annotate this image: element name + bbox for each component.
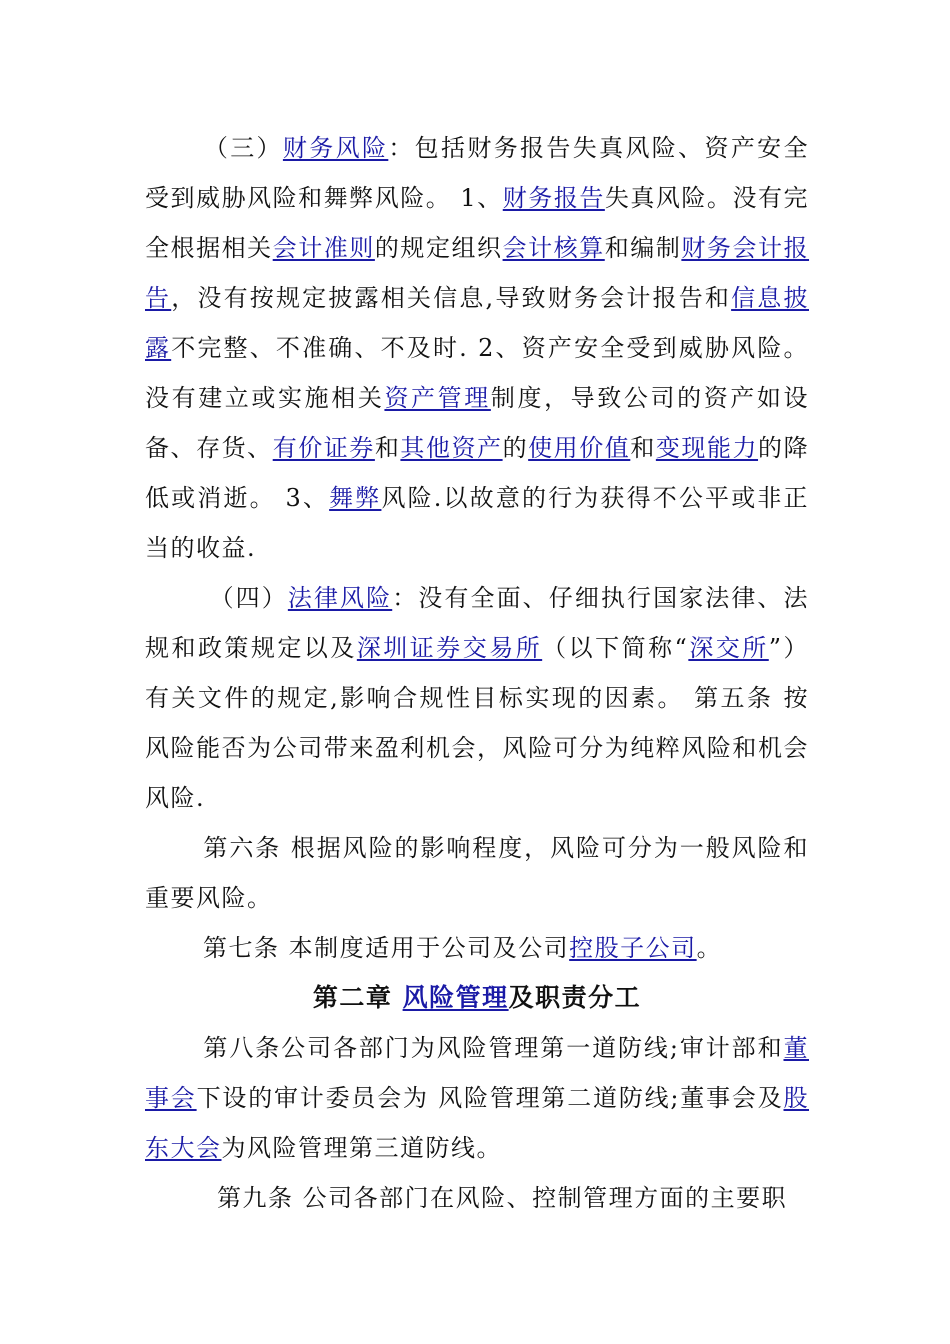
paragraph-article-9: 第九条 公司各部门在风险、控制管理方面的主要职 — [217, 1184, 788, 1212]
link-legal-risk[interactable]: 法律风险 — [287, 584, 393, 612]
paragraph-legal-risk: （四）法律风险：没有全面、仔细执行国家法律、法规和政策规定以及深圳证券交易所（以下简称“深交所”）有关文件的规定,影响合规性目标实现的因素。 第五条 按风险能否为公司带来盈利机会，风险可分为纯粹风险和机会风险. — [145, 584, 810, 812]
link-subsidiary[interactable]: 控股子公司 — [569, 934, 697, 962]
link-other-assets[interactable]: 其他资产 — [400, 434, 503, 462]
paragraph-financial-risk: （三）财务风险：包括财务报告失真风险、资产安全受到威胁风险和舞弊风险。 1、财务报告失真风险。没有完全根据相关会计准则的规定组织会计核算和编制财务会计报告，没有按规定披露相关信息,导致财务会计报告和信息披露不完整、不准确、不及时. 2、资产安全受到威胁风险。没有建立或实施相关资产管理制度，导致公司的资产如设备、存货、有价证券和其他资产的使用价值和变现能力的降低或消逝。 3、舞弊风险.以故意的行为获得不公平或非正当的收益. — [145, 134, 810, 562]
link-information-disclosure[interactable]: 信息披露 — [145, 284, 809, 362]
link-financial-risk[interactable]: 财务风险 — [282, 134, 389, 162]
link-use-value[interactable]: 使用价值 — [528, 434, 631, 462]
paragraph-article-6: 第六条 根据风险的影响程度，风险可分为一般风险和重要风险。 — [145, 834, 809, 912]
paragraph-article-7: 第七条 本制度适用于公司及公司控股子公司。 — [203, 934, 723, 962]
link-liquidity[interactable]: 变现能力 — [655, 434, 759, 462]
link-financial-accounting-report[interactable]: 财务会计报告 — [145, 234, 810, 312]
link-asset-management[interactable]: 资产管理 — [384, 384, 491, 412]
link-accounting[interactable]: 会计核算 — [502, 234, 605, 262]
link-fraud[interactable]: 舞弊 — [329, 484, 382, 512]
link-securities[interactable]: 有价证券 — [272, 434, 375, 462]
link-board[interactable]: 董事会 — [145, 1034, 809, 1112]
chapter-heading: 第二章 风险管理及职责分工 — [312, 983, 642, 1012]
link-szse[interactable]: 深圳证券交易所 — [356, 634, 543, 662]
link-financial-report[interactable]: 财务报告 — [502, 184, 605, 212]
link-risk-management[interactable]: 风险管理 — [402, 983, 509, 1012]
link-shareholders-meeting[interactable]: 股东大会 — [145, 1084, 810, 1162]
link-accounting-standards[interactable]: 会计准则 — [272, 234, 375, 262]
link-szse-short[interactable]: 深交所 — [688, 634, 769, 662]
paragraph-article-8: 第八条公司各部门为风险管理第一道防线;审计部和董事会下设的审计委员会为 风险管理第二道防线;董事会及股东大会为风险管理第三道防线。 — [145, 1034, 810, 1162]
